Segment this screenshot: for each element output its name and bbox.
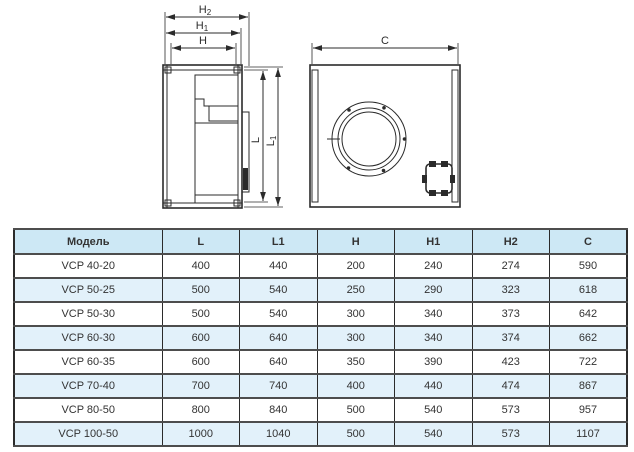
value-cell: 600: [162, 326, 240, 350]
inlet-flange: [327, 102, 406, 176]
value-cell: 1000: [162, 422, 240, 446]
model-cell: VCP 50-25: [14, 278, 162, 302]
table-row: [14, 398, 627, 422]
value-cell: 700: [162, 374, 240, 398]
terminal-box-side: [242, 112, 249, 192]
value-cell: 323: [472, 278, 550, 302]
value-cell: 640: [240, 350, 318, 374]
column-header-h: H: [317, 229, 395, 254]
dim-c: [312, 35, 458, 64]
value-cell: 340: [395, 302, 473, 326]
value-cell: 340: [395, 326, 473, 350]
dim-label-h1: H1: [195, 20, 209, 33]
column-header-h1: H1: [395, 229, 473, 254]
corner-brackets: [165, 67, 240, 206]
column-header-l: L: [162, 229, 240, 254]
table-row: [14, 422, 627, 446]
model-cell: VCP 50-30: [14, 302, 162, 326]
value-cell: 400: [317, 374, 395, 398]
side-casing: [163, 65, 242, 208]
model-cell: VCP 40-20: [14, 254, 162, 278]
value-cell: 500: [162, 302, 240, 326]
value-cell: 540: [395, 422, 473, 446]
value-cell: 600: [162, 350, 240, 374]
value-cell: 240: [395, 254, 473, 278]
motor-block: [209, 106, 238, 121]
flange-bolts: [327, 106, 406, 172]
table-row: [14, 326, 627, 350]
value-cell: 474: [472, 374, 550, 398]
dim-label-h: H: [199, 35, 207, 47]
value-cell: 440: [240, 254, 318, 278]
value-cell: 722: [550, 350, 628, 374]
value-cell: 373: [472, 302, 550, 326]
value-cell: 867: [550, 374, 628, 398]
table-header-row: [14, 229, 627, 254]
value-cell: 642: [550, 302, 628, 326]
value-cell: 640: [240, 326, 318, 350]
value-cell: 573: [472, 422, 550, 446]
value-cell: 573: [472, 398, 550, 422]
value-cell: 300: [317, 326, 395, 350]
fan-front-view: [310, 65, 460, 207]
dim-label-c: C: [381, 35, 389, 47]
junction-box: [422, 161, 455, 196]
value-cell: 400: [162, 254, 240, 278]
value-cell: 500: [317, 422, 395, 446]
value-cell: 662: [550, 326, 628, 350]
column-header-l1: L1: [240, 229, 318, 254]
fan-side-view: [163, 65, 249, 208]
dim-label-h2: H2: [198, 4, 212, 17]
column-header-h2: H2: [472, 229, 550, 254]
dim-label-l1: L1: [265, 135, 278, 147]
dim-h: [171, 35, 236, 64]
value-cell: 500: [317, 398, 395, 422]
table-row: [14, 254, 627, 278]
column-header-model: Модель: [14, 229, 162, 254]
value-cell: 957: [550, 398, 628, 422]
model-cell: VCP 60-35: [14, 350, 162, 374]
value-cell: 350: [317, 350, 395, 374]
value-cell: 200: [317, 254, 395, 278]
value-cell: 800: [162, 398, 240, 422]
value-cell: 540: [240, 302, 318, 326]
table-row: [14, 374, 627, 398]
value-cell: 250: [317, 278, 395, 302]
value-cell: 740: [240, 374, 318, 398]
value-cell: 423: [472, 350, 550, 374]
value-cell: 374: [472, 326, 550, 350]
table-row: [14, 350, 627, 374]
value-cell: 540: [395, 398, 473, 422]
value-cell: 1040: [240, 422, 318, 446]
left-flange: [312, 70, 318, 202]
inner-assembly: [195, 75, 238, 203]
table-row: [14, 302, 627, 326]
value-cell: 840: [240, 398, 318, 422]
table-row: [14, 278, 627, 302]
value-cell: 618: [550, 278, 628, 302]
model-cell: VCP 60-30: [14, 326, 162, 350]
model-cell: VCP 100-50: [14, 422, 162, 446]
model-cell: VCP 80-50: [14, 398, 162, 422]
value-cell: 540: [240, 278, 318, 302]
value-cell: 440: [395, 374, 473, 398]
value-cell: 290: [395, 278, 473, 302]
value-cell: 300: [317, 302, 395, 326]
value-cell: 1107: [550, 422, 628, 446]
model-cell: VCP 70-40: [14, 374, 162, 398]
dimensions-table: [13, 228, 628, 447]
value-cell: 590: [550, 254, 628, 278]
value-cell: 274: [472, 254, 550, 278]
value-cell: 390: [395, 350, 473, 374]
dim-label-l: L: [250, 136, 262, 144]
column-header-c: C: [550, 229, 628, 254]
value-cell: 500: [162, 278, 240, 302]
